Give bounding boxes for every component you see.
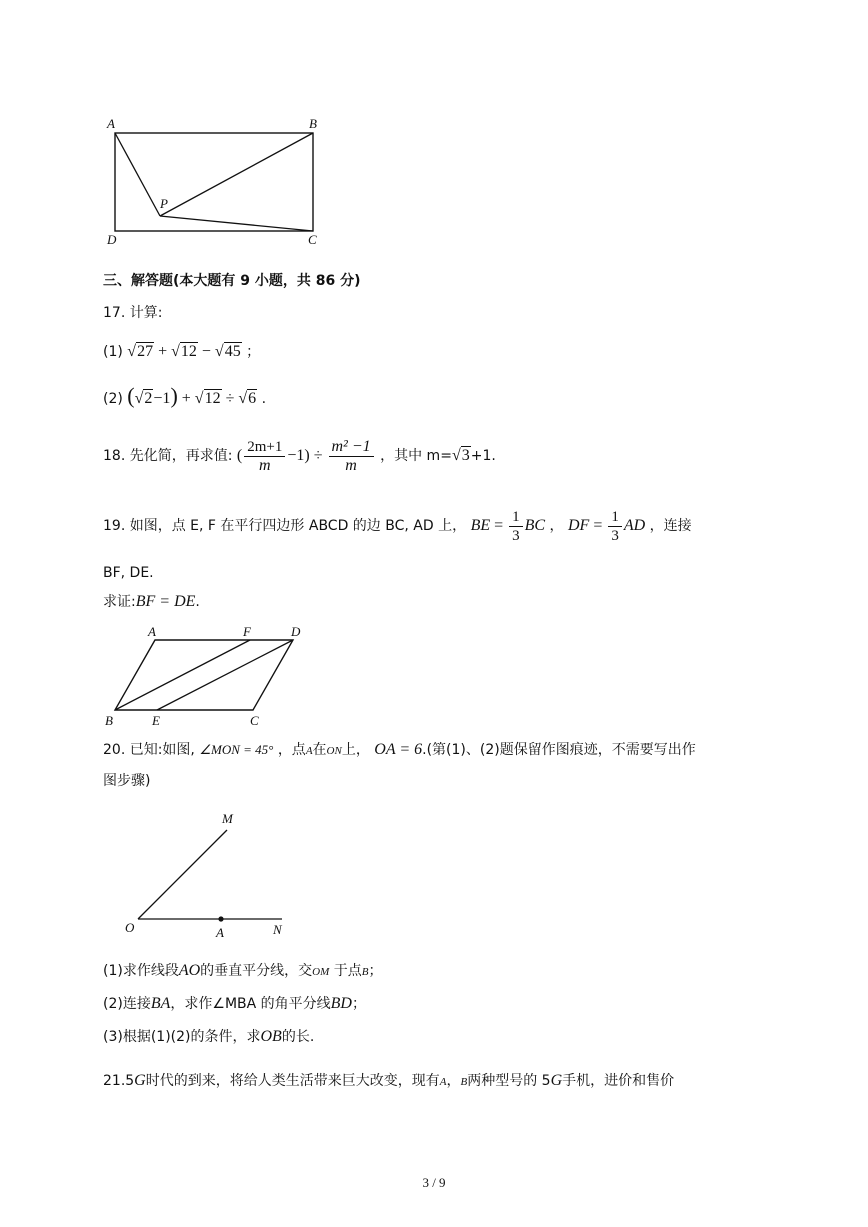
q19-prove: 求证:BF = DE. (103, 593, 200, 610)
label-A: A (148, 624, 156, 639)
label-A: A (107, 116, 115, 131)
q17-title: 17. 计算: (103, 305, 163, 321)
q20-step3: (3)根据(1)(2)的条件，求OB的长. (103, 1028, 315, 1045)
q18: 18. 先化简，再求值: ( $\frac{2m+1}{m}$ −1) ÷ $\frac{\text{m² −1}}{m}$ ，其中 m=√3+1. (103, 437, 496, 474)
rectangle-figure (100, 110, 340, 260)
q20-step2: (2)连接BA，求作∠MBA 的角平分线BD； (103, 995, 366, 1012)
label-D: D (107, 232, 117, 247)
q19-line2: BF, DE. (103, 565, 154, 581)
q21-line1: 21.5G时代的到来，将给人类生活带来巨大改变，现有A，B两种型号的 5G手机，进价和售价 (103, 1072, 675, 1089)
label-B: B (105, 713, 113, 728)
label-C: C (308, 232, 317, 247)
q20-step1: (1)求作线段AO的垂直平分线，交OM 于点B； (103, 962, 383, 979)
label-D: D (291, 624, 301, 639)
label-P: P (160, 196, 168, 211)
q20-line2: 图步骤) (103, 773, 151, 789)
label-B: B (309, 116, 317, 131)
label-E: E (152, 713, 160, 728)
angle-figure (120, 808, 300, 943)
q19-line1: 19. 如图，点 E, F 在平行四边形 ABCD 的边 BC, AD 上， BE = $\frac{1}{3}$ BC ， DF = $\frac{1}{3}$ AD ，连接 (103, 508, 692, 544)
label-C: C (250, 713, 259, 728)
parallelogram-figure (100, 622, 320, 732)
label-M: M (222, 811, 233, 826)
q20-line1: 20. 已知:如图, ∠MON = 45° ，点A在ON上， OA = 6.(第(1)、(2)题保留作图痕迹，不需要写出作 (103, 741, 696, 758)
q17-part1: (1) √27 + √12 − √45 ； (103, 343, 261, 360)
label-N: N (273, 922, 282, 937)
label-F: F (243, 624, 251, 639)
page-number: 3 / 9 (422, 1175, 446, 1190)
section-title: 三、解答题(本大题有 9 小题，共 86 分) (103, 273, 361, 289)
q17-part2: (2) (√2−1) + √12 ÷ √6 . (103, 383, 267, 408)
label-O: O (125, 920, 135, 935)
label-A: A (216, 925, 224, 940)
